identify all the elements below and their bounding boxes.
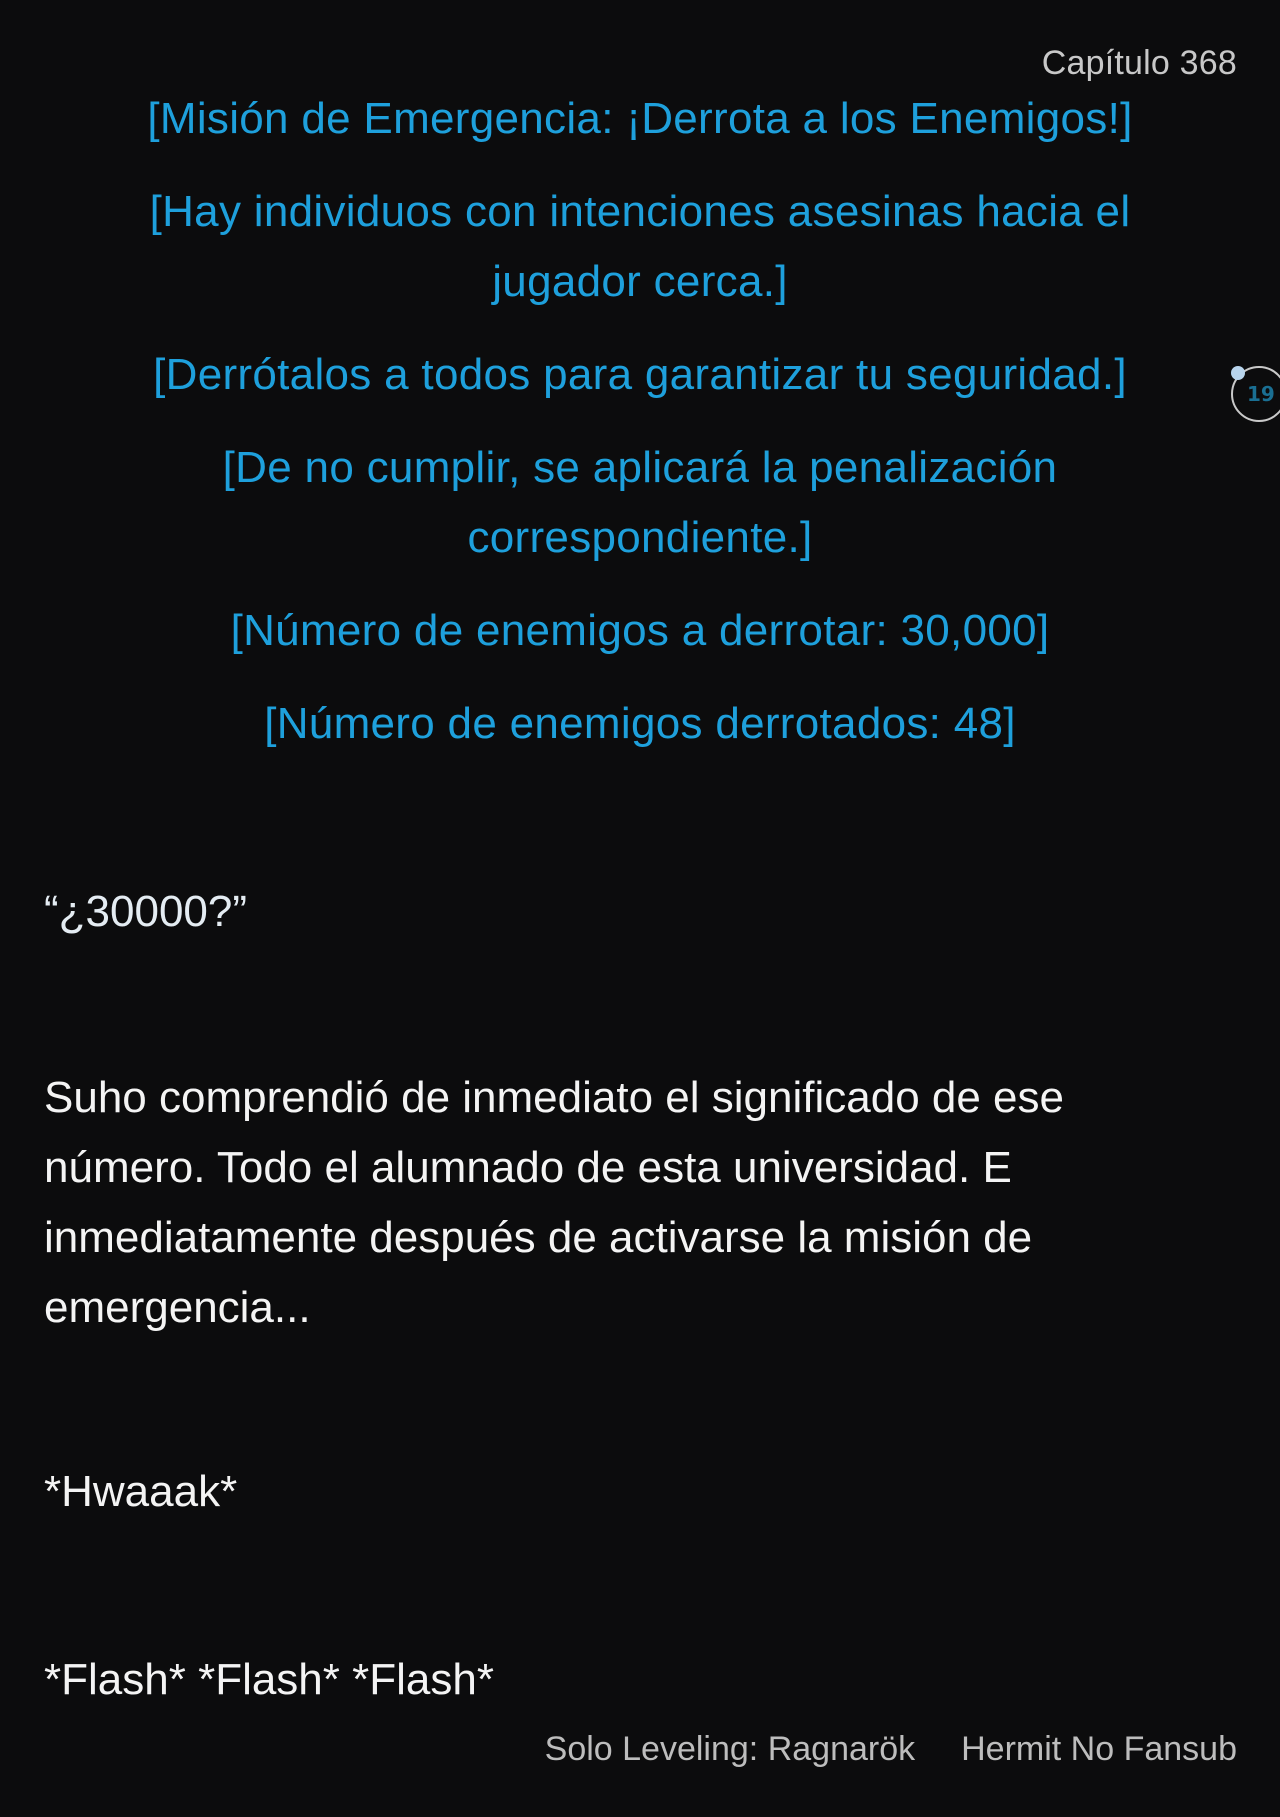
page-indicator-number: 19 xyxy=(1247,382,1275,406)
system-message: [Derrótalos a todos para garantizar tu seguridad.] xyxy=(153,350,1127,399)
novel-title: Solo Leveling: Ragnarök xyxy=(544,1730,916,1768)
system-message: [Número de enemigos derrotados: 48] xyxy=(264,699,1016,748)
system-message: [De no cumplir, se aplicará la penalización correspondiente.] xyxy=(222,443,1058,562)
page-indicator[interactable] xyxy=(1231,366,1280,422)
page-indicator-dot-icon xyxy=(1231,366,1245,380)
chapter-label: Capítulo 368 xyxy=(1041,44,1237,82)
dialogue-paragraph: “¿30000?” xyxy=(44,887,248,936)
system-message-block xyxy=(0,84,1280,782)
system-message: [Número de enemigos a derrotar: 30,000] xyxy=(230,606,1050,655)
sound-effect-paragraph: *Flash* *Flash* *Flash* xyxy=(44,1655,494,1704)
narration-paragraph: Suho comprendió de inmediato el significado de ese número. Todo el alumnado de esta universidad. E inmediatamente después de activarse la misión de emergencia... xyxy=(44,1073,1064,1332)
system-message: [Hay individuos con intenciones asesinas hacia el jugador cerca.] xyxy=(149,187,1131,306)
sound-effect-paragraph: *Hwaaak* xyxy=(44,1467,238,1516)
translator-credit: Hermit No Fansub xyxy=(961,1730,1237,1768)
system-message: [Misión de Emergencia: ¡Derrota a los Enemigos!] xyxy=(147,94,1133,143)
footer xyxy=(545,1730,1237,1769)
